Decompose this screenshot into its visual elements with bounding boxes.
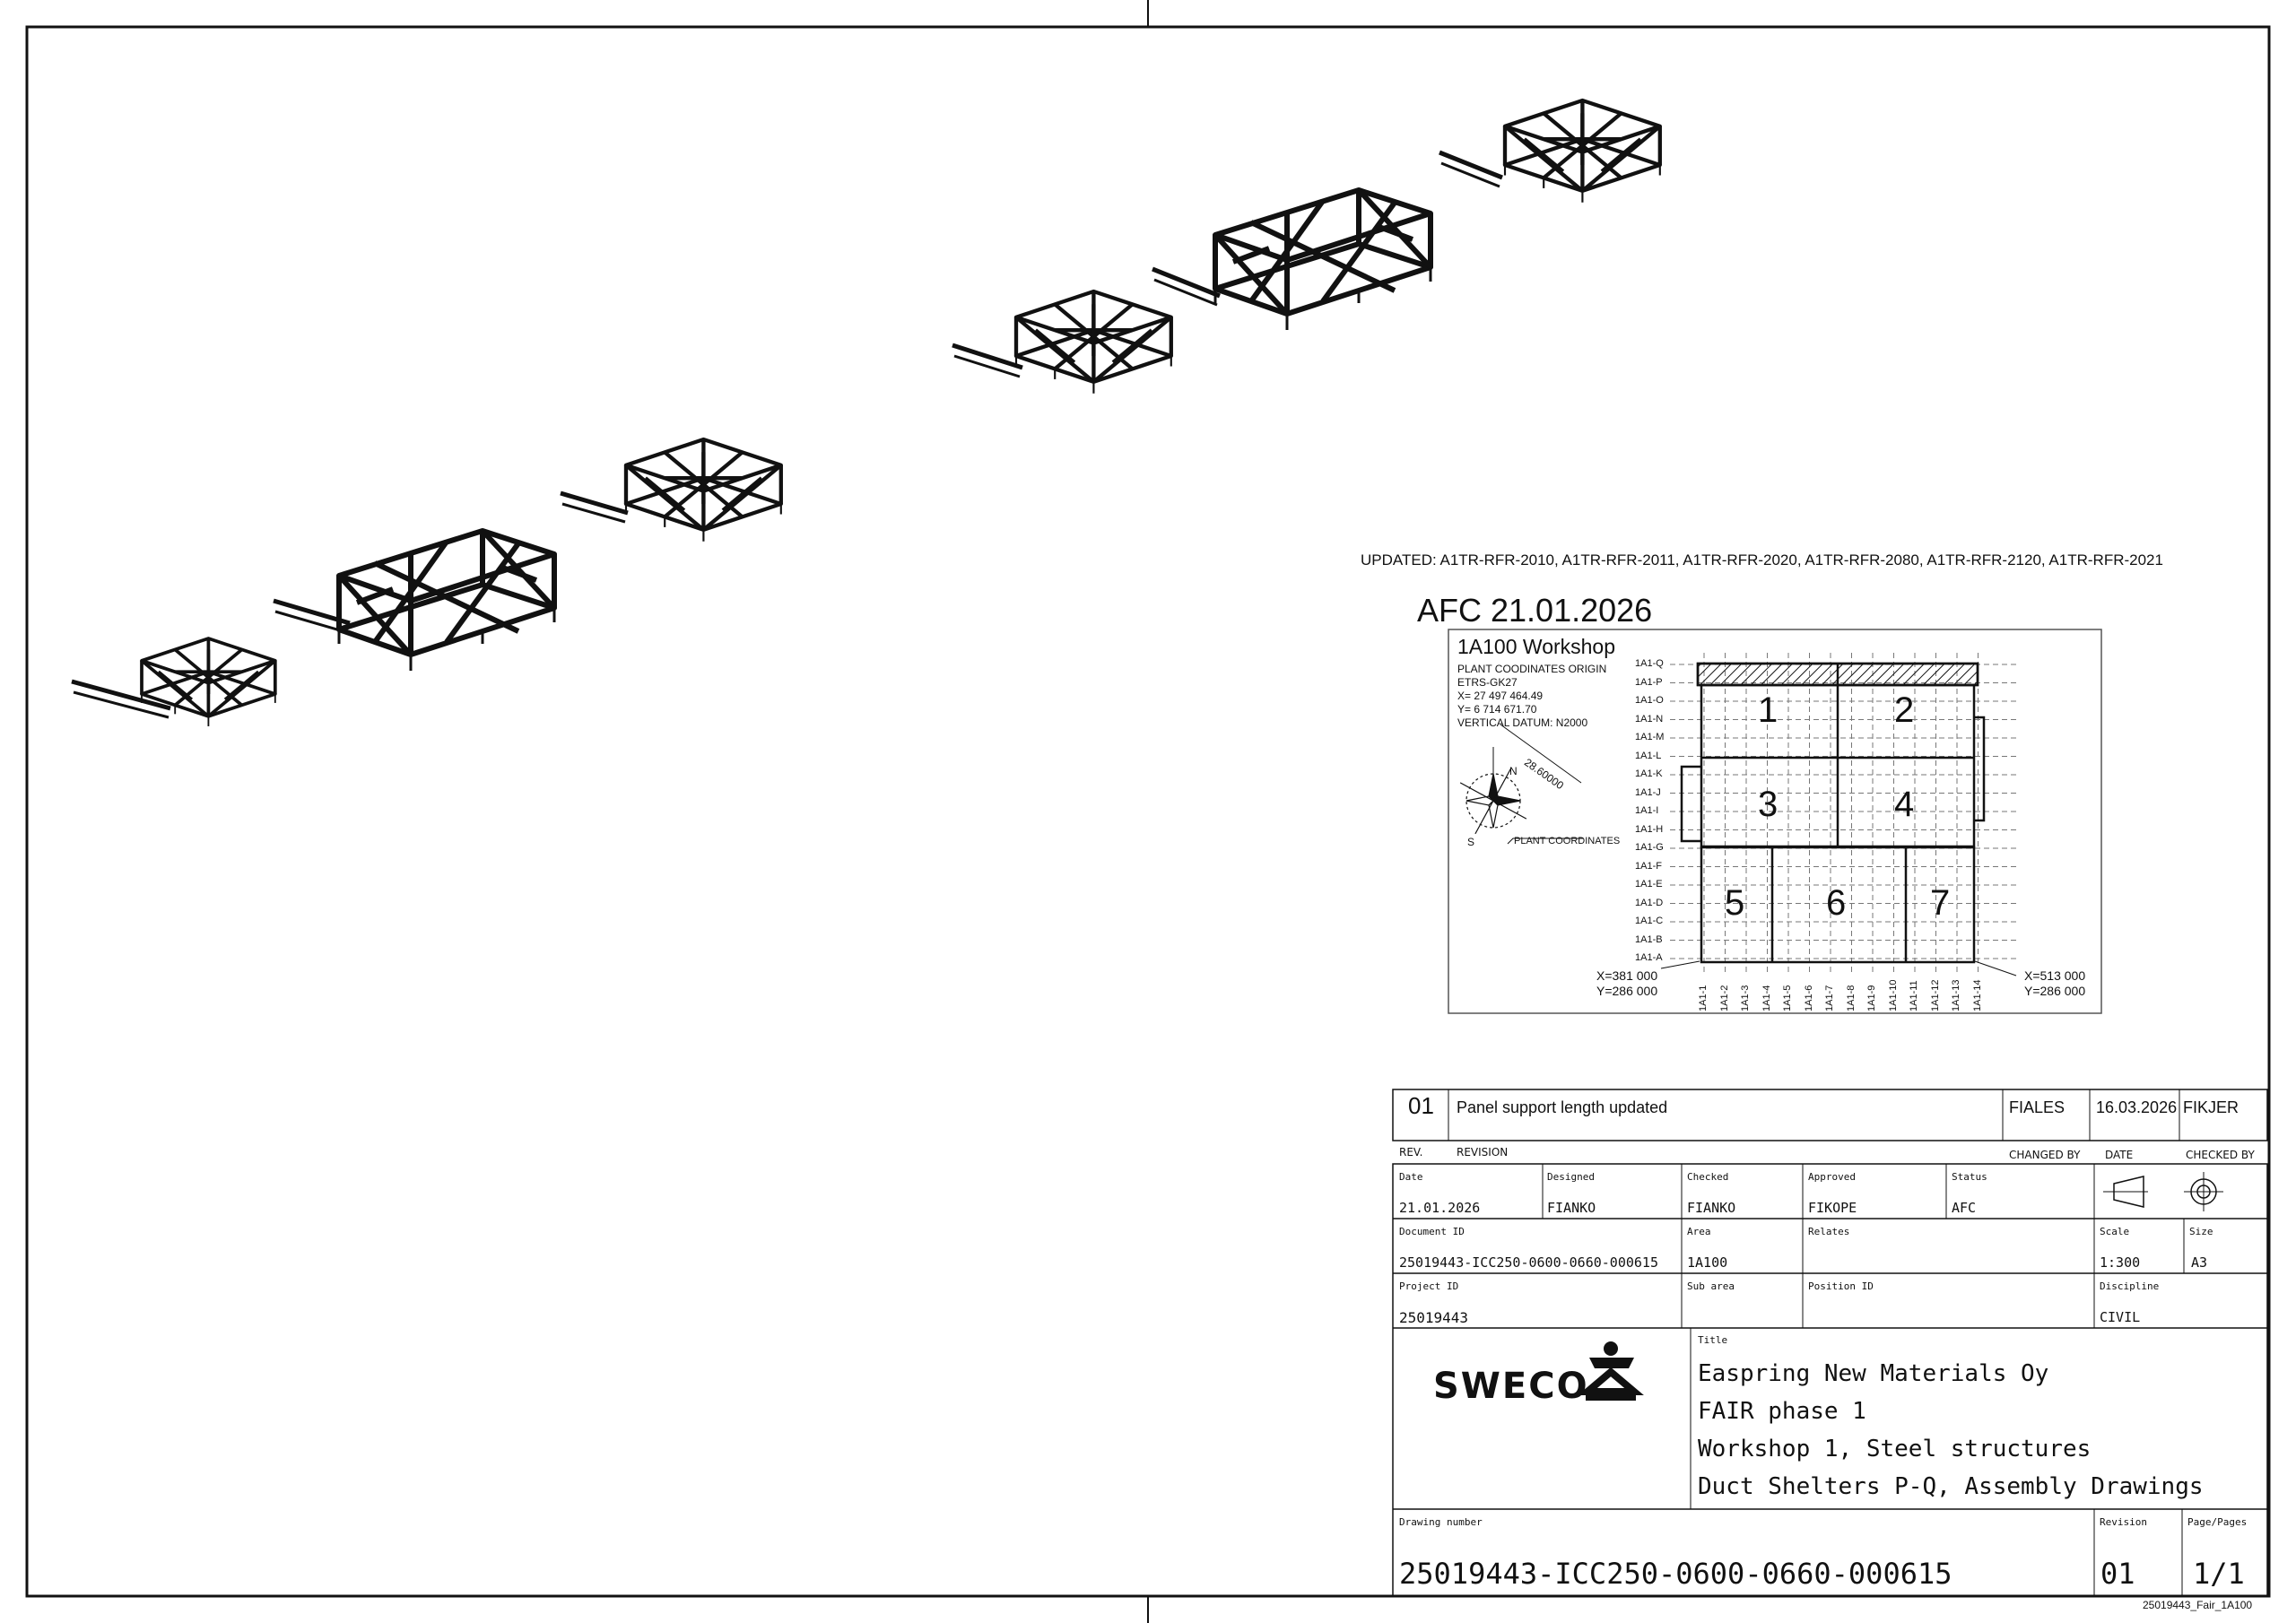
revision-value: 01	[2100, 1557, 2135, 1591]
grid-angle-label: 28.60000	[1521, 756, 1567, 793]
zone-3: 3	[1758, 785, 1779, 824]
grid-row-label: 1A1-B	[1635, 933, 1663, 945]
grid-col-label: 1A1-5	[1782, 985, 1793, 1011]
grid-row-label: 1A1-N	[1635, 713, 1664, 725]
size-value: A3	[2191, 1254, 2208, 1271]
grid-row-label: 1A1-D	[1635, 897, 1664, 908]
grid-row-label: 1A1-Q	[1635, 658, 1664, 669]
scale-value: 1:300	[2100, 1254, 2141, 1271]
grid-col-label: 1A1-14	[1971, 979, 1983, 1011]
grid-col-label: 1A1-8	[1845, 985, 1857, 1011]
zone-1: 1	[1758, 690, 1779, 730]
revision-changed-by: FIALES	[2009, 1098, 2066, 1116]
steel-frame-5	[1215, 190, 1431, 330]
steel-frame-6	[1505, 100, 1660, 203]
grid-col-label: 1A1-10	[1887, 979, 1899, 1011]
steel-frame-3	[626, 439, 781, 542]
zone-6: 6	[1826, 883, 1847, 923]
grid-col-label: 1A1-13	[1951, 979, 1961, 1011]
zone-5: 5	[1725, 883, 1745, 923]
grid-row-label: 1A1-O	[1635, 695, 1664, 706]
grid-row-label: 1A1-J	[1635, 786, 1661, 798]
north-arrow	[1442, 725, 1583, 852]
revision-number: 01	[1408, 1092, 1434, 1119]
checked-value: FIANKO	[1687, 1200, 1736, 1216]
zone-7: 7	[1930, 883, 1951, 923]
north-label: N	[1509, 765, 1518, 777]
steel-frame-4	[1016, 291, 1171, 394]
key-plan-title: 1A100 Workshop	[1457, 635, 1616, 658]
project-id-value: 25019443	[1399, 1309, 1469, 1326]
south-label: S	[1467, 836, 1475, 848]
coord-left-x: X=381 000	[1596, 968, 1658, 983]
grid-row-label: 1A1-I	[1635, 805, 1659, 816]
grid-row-label: 1A1-K	[1635, 768, 1663, 779]
afc-stamp: AFC 21.01.2026	[1417, 592, 1653, 629]
revision-description: Panel support length updated	[1457, 1098, 1668, 1116]
grid-col-label: 1A1-11	[1909, 980, 1919, 1011]
zone-4: 4	[1894, 785, 1915, 824]
grid-row-label: 1A1-P	[1635, 676, 1663, 688]
steel-frame-1	[142, 638, 275, 726]
page-value: 1/1	[2193, 1557, 2245, 1591]
grid-col-label: 1A1-3	[1740, 985, 1751, 1011]
steel-frame-2	[339, 531, 554, 671]
key-plan-grid	[1670, 653, 2016, 973]
grid-row-label: 1A1-H	[1635, 823, 1664, 835]
grid-col-label: 1A1-9	[1866, 985, 1877, 1011]
file-name: 25019443_Fair_1A100	[2143, 1599, 2253, 1611]
drawing-number: 25019443-ICC250-0600-0660-000615	[1399, 1557, 1952, 1591]
document-id-value: 25019443-ICC250-0600-0660-000615	[1399, 1254, 1658, 1271]
grid-col-label: 1A1-2	[1718, 985, 1730, 1011]
isometric-steel-drawings	[72, 100, 1660, 726]
grid-row-label: 1A1-L	[1635, 750, 1662, 761]
grid-row-label: 1A1-G	[1635, 842, 1664, 853]
coord-right-y: Y=286 000	[2024, 984, 2086, 998]
coord-right-x: X=513 000	[2024, 968, 2086, 983]
grid-row-label: 1A1-F	[1635, 860, 1662, 872]
support-rail	[561, 493, 628, 513]
area-value: 1A100	[1687, 1254, 1728, 1271]
approved-value: FIKOPE	[1808, 1200, 1857, 1216]
key-plan-building	[1661, 664, 2016, 976]
discipline-value: CIVIL	[2100, 1309, 2141, 1325]
grid-row-label: 1A1-A	[1635, 952, 1663, 963]
support-rail	[952, 345, 1022, 368]
updated-note: UPDATED: A1TR-RFR-2010, A1TR-RFR-2011, A1TR-RFR-2020, A1TR-RFR-2080, A1TR-RFR-2120, A1TR-RFR-2021	[1361, 551, 2163, 568]
grid-row-label: 1A1-M	[1635, 732, 1665, 742]
status-value: AFC	[1952, 1200, 1977, 1216]
grid-col-label: 1A1-4	[1761, 985, 1772, 1011]
sweco-logo: SWECO	[1433, 1366, 1589, 1407]
grid-col-label: 1A1-7	[1824, 985, 1835, 1011]
zone-2: 2	[1894, 690, 1915, 730]
grid-row-label: 1A1-E	[1635, 879, 1663, 890]
grid-col-label: 1A1-12	[1929, 979, 1941, 1011]
sweco-logo-symbol	[1586, 1341, 1636, 1401]
grid-row-label: 1A1-C	[1635, 916, 1664, 926]
revision-date: 16.03.2026	[2096, 1098, 2178, 1116]
designed-value: FIANKO	[1547, 1200, 1596, 1216]
date-value: 21.01.2026	[1399, 1200, 1481, 1216]
projection-symbol	[2103, 1172, 2223, 1211]
revision-checked-by: FIKJER	[2183, 1098, 2239, 1116]
grid-col-label: 1A1-6	[1803, 985, 1814, 1011]
plant-coordinates-label: PLANT COORDINATES	[1514, 836, 1621, 846]
grid-col-label: 1A1-1	[1698, 985, 1709, 1011]
coord-left-y: Y=286 000	[1596, 984, 1658, 998]
